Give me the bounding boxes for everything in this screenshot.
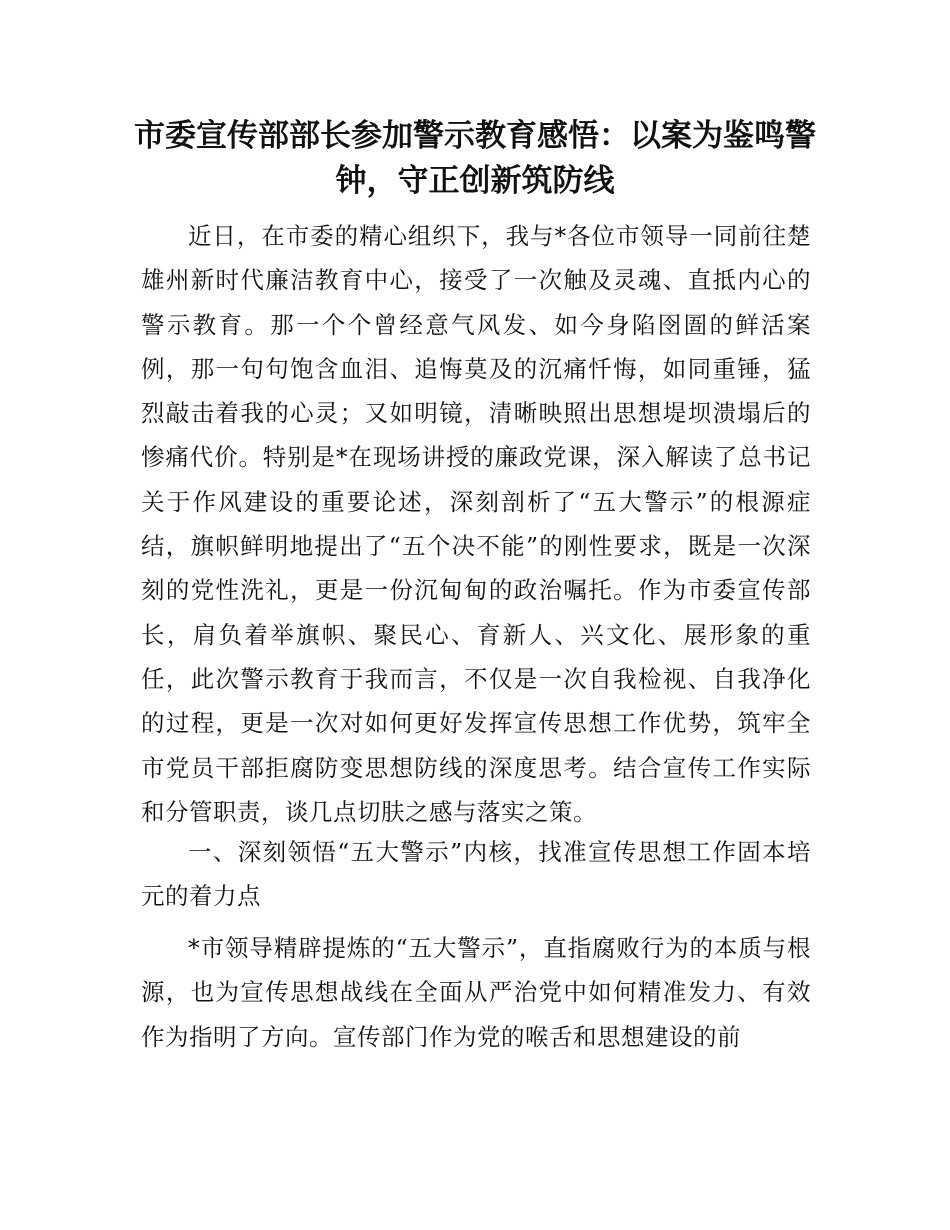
paragraph-section-1: *市领导精辟提炼的“五大警示”，直指腐败行为的本质与根源，也为宣传思想战线在全面从严治党中如何精准发力、有效作为指明了方向。宣传部门作为党的喉舌和思想建设的前 (141, 934, 811, 1051)
section-heading-1: 一、深刻领悟“五大警示”内核，找准宣传思想工作固本培元的着力点 (141, 838, 811, 911)
paragraph-intro: 近日，在市委的精心组织下，我与*各位市领导一同前往楚雄州新时代廉洁教育中心，接受了一次触及灵魂、直抵内心的警示教育。那一个个曾经意气风发、如今身陷囹圄的鲜活案例，那一句句饱含血泪、追悔莫及的沉痛忏悔，如同重锤，猛烈敲击着我的心灵；又如明镜，清晰映照出思想堤坝溃塌后的惨痛代价。特别是*在现场讲授的廉政党课，深入解读了总书记关于作风建设的重要论述，深刻剖析了“五大警示”的根源症结，旗帜鲜明地提出了“五个决不能”的刚性要求，既是一次深刻的党性洗礼，更是一份沉甸甸的政治嘱托。作为市委宣传部长，肩负着举旗帜、聚民心、育新人、兴文化、展形象的重任，此次警示教育于我而言，不仅是一次自我检视、自我净化的过程，更是一次对如何更好发挥宣传思想工作优势，筑牢全市党员干部拒腐防变思想防线的深度思考。结合宣传工作实际和分管职责，谈几点切肤之感与落实之策。 (141, 222, 811, 826)
document-title: 市委宣传部部长参加警示教育感悟：以案为鉴鸣警钟，守正创新筑防线 (134, 118, 816, 199)
